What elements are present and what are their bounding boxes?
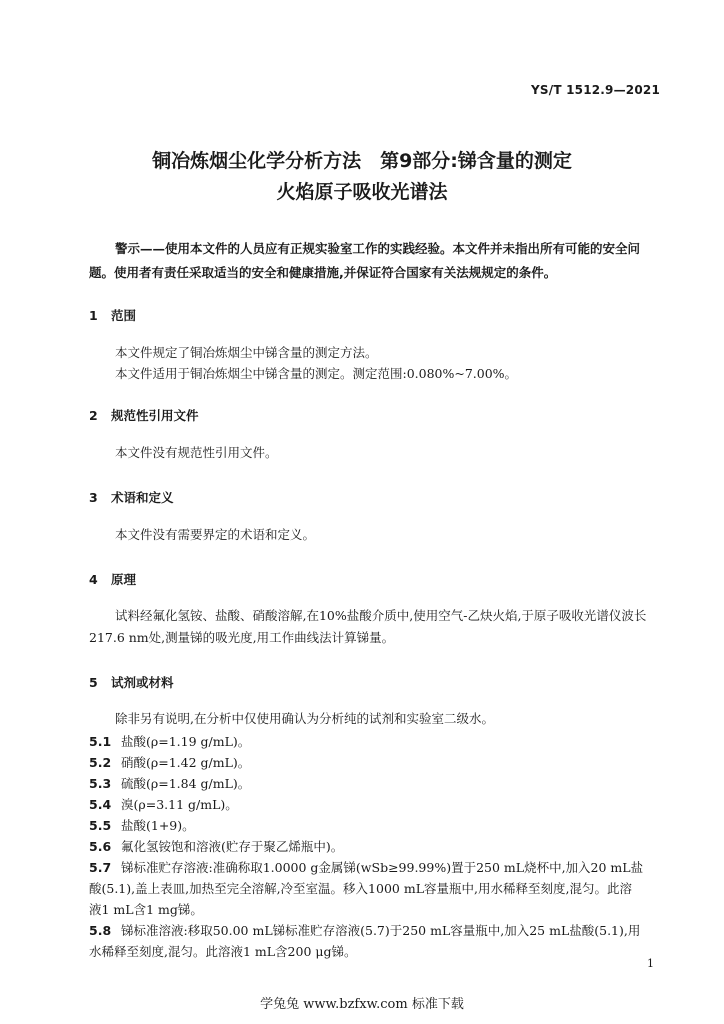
standard-code: YS/T 1512.9—2021 [531, 83, 660, 97]
document-title-line1: 铜冶炼烟尘化学分析方法 第9部分:锑含量的测定 [152, 150, 572, 172]
document-title-line2: 火焰原子吸收光谱法 [276, 181, 448, 203]
section-3-heading [89, 488, 174, 506]
list-item [89, 794, 663, 815]
item-text: 锑标准溶液:移取50.00 mL锑标准贮存溶液(5.7)于250 mL容量瓶中,加入25 mL盐酸(5.1),用 [121, 923, 641, 938]
item-continuation: 酸(5.1),盖上表皿,加热至完全溶解,冷至室温。移入1000 mL容量瓶中,用水稀释至刻度,混匀。此溶 [89, 881, 632, 896]
section-3-paragraph: 本文件没有需要界定的术语和定义。 [115, 527, 316, 542]
item-number: 5.3 [89, 776, 112, 791]
list-item [89, 815, 663, 836]
section-4-paragraph [89, 605, 663, 649]
section-title: 试剂或材料 [111, 675, 174, 690]
footer-watermark[interactable]: 学兔兔 www.bzfxw.com 标准下载 [260, 997, 464, 1012]
warning-line2: 题。使用者有责任采取适当的安全和健康措施,并保证符合国家有关法规规定的条件。 [89, 265, 557, 280]
item-continuation: 水稀释至刻度,混匀。此溶液1 mL含200 μg锑。 [89, 944, 357, 959]
item-text: 硝酸(ρ=1.42 g/mL)。 [121, 755, 251, 770]
list-item [89, 773, 663, 794]
list-item [89, 731, 663, 752]
section-title: 原理 [111, 572, 137, 587]
list-item [89, 857, 663, 920]
section-number: 1 [89, 308, 98, 323]
item-continuation: 液1 mL含1 mg锑。 [89, 902, 203, 917]
item-text: 溴(ρ=3.11 g/mL)。 [121, 797, 238, 812]
section-number: 2 [89, 408, 98, 423]
section-1-paragraph-1: 本文件规定了铜冶炼烟尘中锑含量的测定方法。 [115, 345, 378, 360]
section-4-heading [89, 570, 136, 588]
section-2-heading [89, 406, 199, 424]
list-item [89, 836, 663, 857]
list-item [89, 752, 663, 773]
section-4-line2: 217.6 nm处,测量锑的吸光度,用工作曲线法计算锑量。 [89, 630, 395, 645]
item-number: 5.5 [89, 818, 112, 833]
item-number: 5.7 [89, 860, 112, 875]
warning-line1: 警示——使用本文件的人员应有正规实验室工作的实践经验。本文件并未指出所有可能的安全问 [115, 241, 641, 256]
item-text: 氟化氢铵饱和溶液(贮存于聚乙烯瓶中)。 [121, 839, 344, 854]
section-number: 4 [89, 572, 98, 587]
section-4-line1: 试料经氟化氢铵、盐酸、硝酸溶解,在10%盐酸介质中,使用空气-乙炔火焰,于原子吸收光谱仪波长 [115, 608, 647, 623]
item-number: 5.1 [89, 734, 112, 749]
section-title: 术语和定义 [111, 490, 174, 505]
item-number: 5.8 [89, 923, 112, 938]
section-number: 3 [89, 490, 98, 505]
section-1-heading [89, 306, 136, 324]
section-5-intro: 除非另有说明,在分析中仅使用确认为分析纯的试剂和实验室二级水。 [115, 711, 494, 726]
section-2-paragraph: 本文件没有规范性引用文件。 [115, 445, 278, 460]
item-text: 锑标准贮存溶液:准确称取1.0000 g金属锑(wSb≥99.99%)置于250 mL烧杯中,加入20 mL盐 [121, 860, 644, 875]
section-title: 范围 [111, 308, 137, 323]
warning-notice [89, 237, 663, 285]
list-item [89, 920, 663, 962]
item-number: 5.4 [89, 797, 112, 812]
page-number: 1 [647, 957, 654, 970]
item-number: 5.2 [89, 755, 112, 770]
section-5-heading [89, 673, 174, 691]
item-text: 盐酸(1+9)。 [121, 818, 195, 833]
item-text: 硫酸(ρ=1.84 g/mL)。 [121, 776, 251, 791]
item-text: 盐酸(ρ=1.19 g/mL)。 [121, 734, 251, 749]
section-1-paragraph-2: 本文件适用于铜冶炼烟尘中锑含量的测定。测定范围:0.080%~7.00%。 [115, 366, 518, 381]
section-number: 5 [89, 675, 98, 690]
item-number: 5.6 [89, 839, 112, 854]
section-title: 规范性引用文件 [111, 408, 199, 423]
